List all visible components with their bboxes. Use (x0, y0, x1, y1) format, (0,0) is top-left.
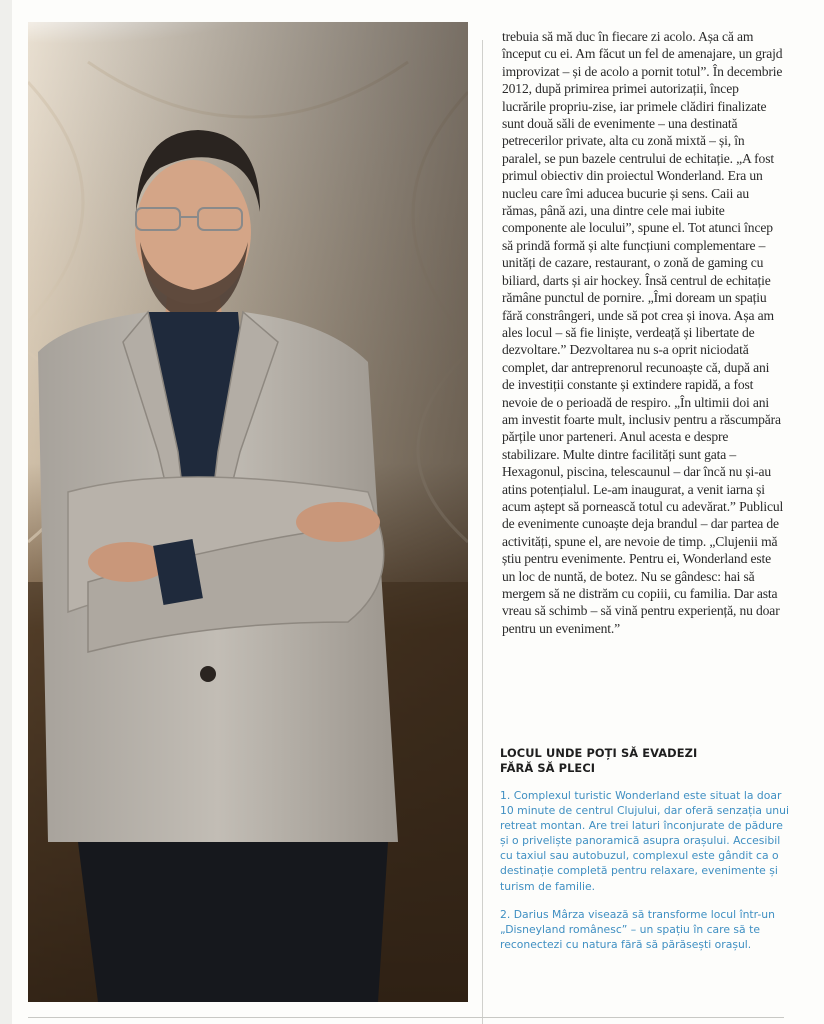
sidebar-title (500, 746, 790, 776)
portrait-illustration (28, 22, 468, 1002)
bottom-rule (28, 1017, 784, 1018)
portrait-photo (28, 22, 468, 1002)
sidebar-title-line2: FĂRĂ SĂ PLECI (500, 761, 596, 775)
article-column (502, 28, 784, 637)
column-divider (482, 40, 483, 1024)
sidebar-item-1: 1. Complexul turistic Wonderland este situat la doar 10 minute de centrul Clujului, dar oferă senzația unui retreat montan. Are trei laturi înconjurate de pădure și o priveliște panoramică asupra orașului. Accesibil cu taxiul sau autobuzul, complexul este gândit ca o destinație completă pentru relaxare, evenimente și turism de familie. (500, 789, 789, 893)
sidebar-item-2: 2. Darius Mârza visează să transforme locul într-un „Disneyland românesc” – un spațiu în care să te reconectezi cu natura fără să părăsești orașul. (500, 907, 775, 951)
page-edge (0, 0, 12, 1024)
article-body: trebuia să mă duc în fiecare zi acolo. Așa că am început cu ei. Am făcut un fel de amenajare, un grajd improvizat – și de acolo a pornit totul”. În decembrie 2012, după primirea primei autorizații, încep lucrările propriu-zise, iar primele clădiri finalizate sunt două săli de evenimente – una destinată petrecerilor private, alta cu zonă mixtă – și, în paralel, se pun bazele centrului de echitație. „A fost primul obiectiv din proiectul Wonderland. Era un nucleu care îmi aducea bucurie și sens. Caii au rămas, până azi, una dintre cele mai iubite componente ale locului”, spune el. Tot atunci încep să prindă formă și alte funcțiuni complementare – unități de cazare, restaurant, o zonă de gaming cu biliard, darts și air hockey. Însă centrul de echitație rămâne punctul de pornire. „Îmi doream un spațiu fără constrângeri, unde să pot crea și inova. Așa am ales locul – să fie liniște, verdeață și libertate de dezvoltare.” Dezvoltarea nu s-a oprit niciodată complet, dar antreprenorul recunoaște că, după ani de investiții constante și extindere rapidă, a fost nevoie de o perioadă de respiro. „În ultimii doi ani am investit foarte mult, inclusiv pentru a răscumpăra părțile unor parteneri. Anul acesta e despre stabilizare. Multe dintre facilități sunt gata – Hexagonul, piscina, telescaunul – dar încă nu și-au atins potențialul. Le-am inaugurat, a venit iarna și acum aștept să pornească totul cu adevărat.” Publicul de evenimente cunoaște deja brandul – dar partea de activități, spune el, are nevoie de timp. „Clujenii mă știu pentru evenimente. Pentru ei, Wonderland este un loc de nuntă, de botez. Nu se gândesc: hai să mergem să ne distrăm cu copiii, cu familia. Dar asta vreau să schimb – să vină pentru experiență, nu doar pentru un eveniment.” (502, 29, 784, 636)
sidebar-title-line1: LOCUL UNDE POȚI SĂ EVADEZI (500, 746, 698, 760)
sidebar-box (500, 746, 790, 965)
